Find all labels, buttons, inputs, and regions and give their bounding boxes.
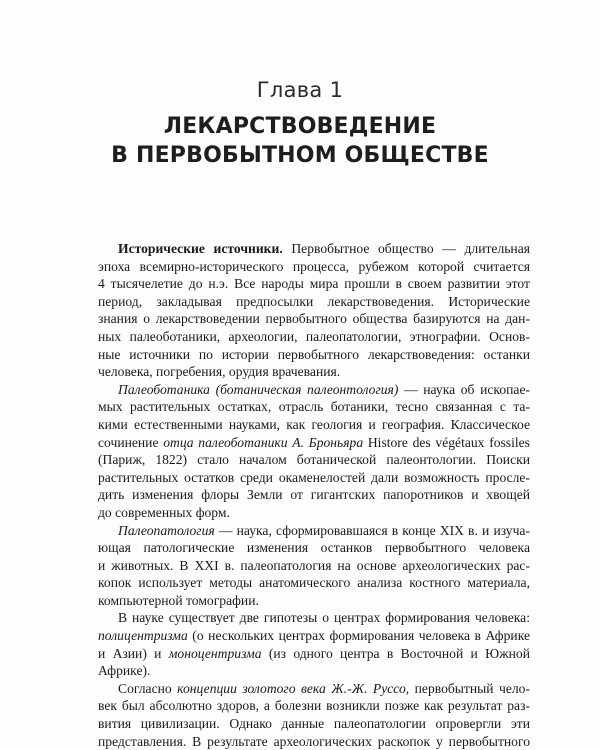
italic-term: моноцентризма <box>168 645 262 661</box>
text-line <box>98 434 530 452</box>
chapter-label: Глава 1 <box>256 78 344 102</box>
paragraph-heading: Исторические источники. <box>118 241 283 256</box>
text-line: человека, погребения, орудия врачевания. <box>98 364 341 380</box>
text-line <box>98 645 530 663</box>
text-line <box>98 522 530 540</box>
text-run: и Азии) и <box>98 645 169 661</box>
text-line: (Париж, 1822) стало началом ботанической палеонтологии. Поиски <box>98 452 530 468</box>
paragraph-hypotheses <box>98 609 530 679</box>
chapter-title <box>0 112 600 170</box>
text-line: знания о лекарствоведении первобытного общества базируются на дан- <box>98 311 530 327</box>
text-run: Первобытное общество — длительная <box>291 241 530 256</box>
text-line: ющая патологические изменения останков первобытного человека <box>98 540 530 556</box>
text-line: копок использует методы анатомического анализа костного материала, <box>98 575 530 591</box>
text-line: ные источники по истории первобытного лекарствоведения: останки <box>98 346 530 362</box>
italic-term: Палеопатология <box>118 522 215 538</box>
text-line: мых растительных остатках, отрасль ботаники, тесно связанная с та- <box>98 399 530 415</box>
paragraph-golden-age <box>98 680 530 750</box>
italic-term: отца палеоботаники А. Броньяра <box>163 434 364 450</box>
text-line <box>98 240 530 258</box>
text-run: (о нескольких центрах формирования человека в Африке <box>187 628 530 644</box>
text-run: — наука об ископае- <box>398 381 530 397</box>
text-line: компьютерной томографии. <box>98 592 259 608</box>
text-line: дить изменения флоры Земли от гигантских папоротников и хвощей <box>98 487 530 503</box>
text-line <box>98 627 530 645</box>
text-line: В науке существует две гипотезы о центрах формирования человека: <box>118 610 530 626</box>
text-line <box>98 381 530 399</box>
paragraph-paleopathology <box>98 522 530 610</box>
text-run: — наука, сформировавшаяся в конце XIX в. и изуча- <box>214 522 530 538</box>
body-text <box>98 240 530 750</box>
italic-term: концепции золотого века Ж.-Ж. Руссо <box>177 680 406 696</box>
italic-term: полицентризма <box>98 628 188 644</box>
text-line: кими естественными науками, как геология и география. Классическое <box>98 416 530 432</box>
text-line: и животных. В XXI в. палеопатология на основе археологических рас- <box>98 557 530 573</box>
italic-term: Палеоботаника (ботаническая палеонтология) <box>118 381 399 397</box>
text-line: до современных форм. <box>98 504 230 520</box>
text-line: период, закладывая предпосылки лекарствоведения. Исторические <box>98 293 530 309</box>
text-line: ных палеоботаники, археологии, палеопатологии, этнографии. Основ- <box>98 328 530 344</box>
text-run: Согласно <box>118 680 178 696</box>
text-line: век был абсолютно здоров, а болезни возникли позже как результат раз- <box>98 698 530 714</box>
text-line: 4 тысячелетие до н.э. Все народы мира прошли в своем развитии этот <box>98 276 530 292</box>
chapter-title-line-2: В ПЕРВОБЫТНОМ ОБЩЕСТВЕ <box>111 143 489 168</box>
text-run: (из одного центра в Восточной и Южной <box>261 645 530 661</box>
text-run: сочинение <box>98 434 164 450</box>
text-line: Африке). <box>98 663 151 679</box>
chapter-title-line-1: ЛЕКАРСТВОВЕДЕНИЕ <box>163 114 437 139</box>
text-line <box>98 680 530 698</box>
text-line: вития цивилизации. Однако данные палеопатологии опровергли эти <box>98 716 530 732</box>
paragraph-historical-sources <box>98 240 530 381</box>
paragraph-paleobotany <box>98 381 530 522</box>
text-line: растительных остатков среди окаменелостей дали возможность просле- <box>98 469 530 485</box>
text-line: представления. В результате археологических раскопок у первобытного <box>98 733 530 749</box>
text-line: эпоха всемирно-исторического процесса, рубежом которой считается <box>98 258 530 274</box>
text-run: , первобытный чело- <box>405 680 530 696</box>
text-run: Histore des végétaux fossiles <box>363 434 530 450</box>
